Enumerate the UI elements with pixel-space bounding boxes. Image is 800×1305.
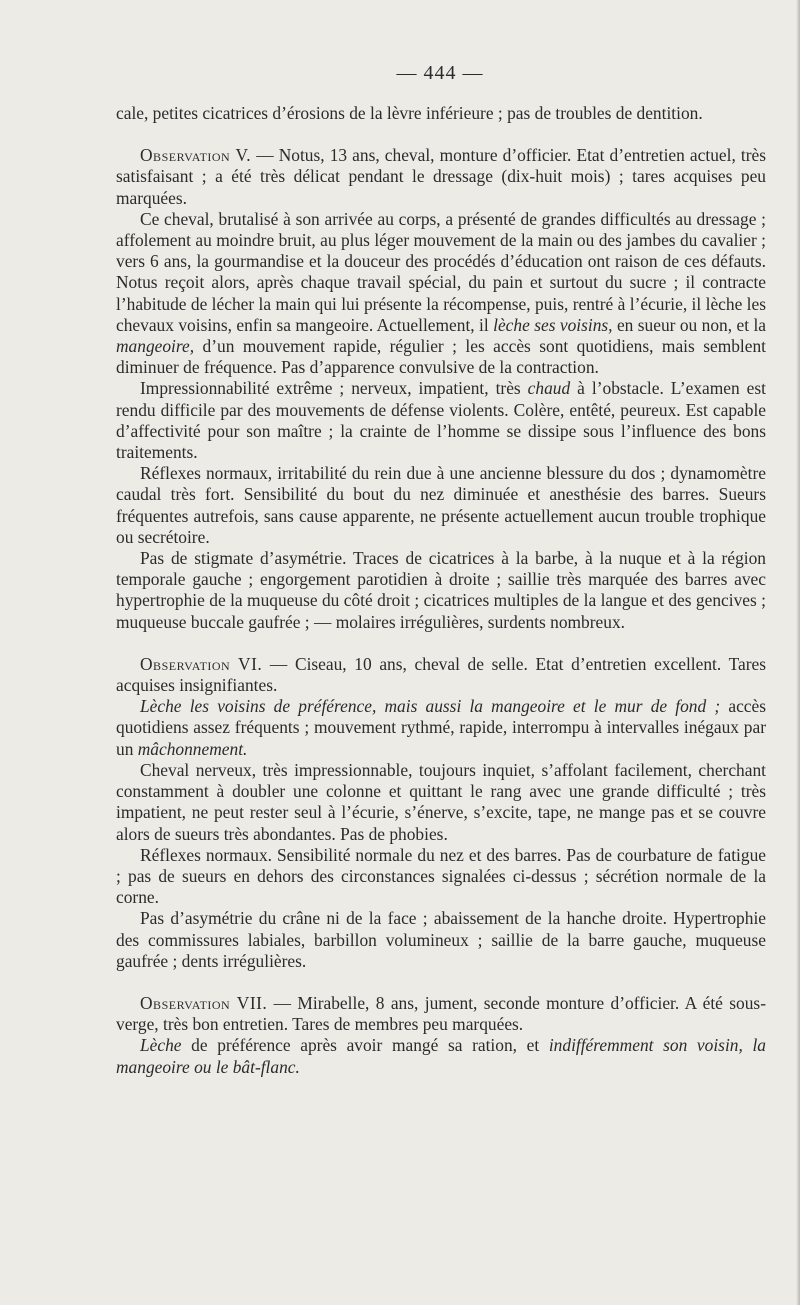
observation-heading: Observation V. — [140, 145, 252, 166]
italic-text: mâchonnement. — [137, 738, 248, 759]
paragraph — [116, 209, 766, 379]
paragraph-text: Réflexes normaux, irritabilité du rein due à une ancienne blessure du dos ; dynamomètre caudal très fort. Sensibilité du bout du nez diminuée et anesthésie des barres. Sueurs fréquentes autrefois, sans cause apparente, ne présente actuellement aucun trouble trophique ou secrétoire. — [116, 463, 766, 547]
paragraph — [116, 845, 766, 909]
paragraph — [116, 696, 766, 760]
paragraph-text: d’un mouvement rapide, régulier ; les accès sont quotidiens, mais semblent diminuer de fréquence. Pas d’apparence convulsive de la contraction. — [116, 336, 766, 378]
paragraph-text: — Notus, 13 ans, cheval, monture d’officier. Etat d’entretien actuel, très satisfaisant ; a été très délicat pendant le dressage (dix-huit mois) ; tares acquises peu marquées. — [116, 145, 766, 208]
observation-vii — [116, 993, 766, 1035]
observation-heading: Observation VII. — [140, 992, 268, 1013]
paragraph-text: Pas de stigmate d’asymétrie. Traces de cicatrices à la barbe, à la nuque et à la région temporale gauche ; engorgement parotidien à droite ; saillie très marquée des barres avec hypertrophie de la muqueuse du côté droit ; cicatrices multiples de la langue et des gencives ; muqueuse buccale gaufrée ; — molaires irrégulières, surdents nombreux. — [116, 548, 766, 632]
paragraph-text: — Ciseau, 10 ans, cheval de selle. Etat d’entretien excellent. Tares acquises insignifiantes. — [116, 653, 766, 696]
paragraph — [116, 760, 766, 845]
italic-text: mangeoire, — [116, 336, 195, 357]
paragraph — [116, 378, 766, 463]
paragraph-text: Ce cheval, brutalisé à son arrivée au corps, a présenté de grandes difficultés au dressage ; affolement au moindre bruit, au plus léger mouvement de la main ou des jambes du cavalier ; vers 6 ans, la gourmandise et la douceur des procédés d’éducation ont raison de ces défauts. Notus reçoit alors, après chaque travail spécial, du pain et surtout du sucre ; il contracte l’habitude de lécher la main qui lui présente la récompense, puis, rentré à l’écurie, il lèche les chevaux voisins, enfin sa mangeoire. Actuellement, il — [116, 208, 766, 335]
observation-vi — [116, 654, 766, 696]
observation-v — [116, 145, 766, 209]
italic-text: Lèche les voisins de préférence, mais aussi la mangeoire et le mur de fond ; — [140, 696, 721, 717]
paragraph-text: — Mirabelle, 8 ans, jument, seconde monture d’officier. A été sous-verge, très bon entretien. Tares de membres peu marquées. — [116, 992, 766, 1035]
italic-text: chaud — [527, 378, 571, 399]
page-edge-shadow — [796, 0, 800, 1305]
paragraph-text: accès quotidiens assez fréquents ; mouvement rythmé, rapide, interrompu à intervalles inégaux par un — [116, 696, 766, 759]
paragraph — [116, 548, 766, 633]
paragraph — [116, 1035, 766, 1077]
paragraph — [116, 463, 766, 548]
paragraph-text: Cheval nerveux, très impressionnable, toujours inquiet, s’affolant facilement, cherchant constamment à doubler une colonne et quittant le rang avec une grande difficulté ; très impatient, ne peut rester seul à l’écurie, s’énerve, s’excite, tape, ne mange pas et se couvre alors de sueurs très abondantes. Pas de phobies. — [116, 759, 766, 844]
paragraph-text: Pas d’asymétrie du crâne ni de la face ; abaissement de la hanche droite. Hypertrophie des commissures labiales, barbillon volumineux ; saillie de la barre gauche, muqueuse gaufrée ; dents irrégulières. — [116, 908, 766, 971]
body-text — [116, 103, 766, 1078]
paragraph-text: de préférence après avoir mangé sa ration, et — [181, 1035, 549, 1056]
paragraph-text: Impressionnabilité extrême ; nerveux, impatient, très — [140, 378, 528, 399]
italic-text: Lèche — [140, 1035, 182, 1056]
paragraph-text: en sueur ou non, et la — [612, 314, 767, 335]
paragraph-text: à l’obstacle. L’examen est rendu difficile par des mouvements de défense violents. Colère, entêté, peureux. Est capable d’affectivité pour son maître ; la crainte de l’homme se dissipe sous l’influence des bons traitements. — [116, 378, 766, 463]
paragraph — [116, 103, 766, 124]
observation-heading: Observation VI. — [140, 653, 263, 674]
paragraph-text: cale, petites cicatrices d’érosions de la lèvre inférieure ; pas de troubles de dentition. — [116, 103, 703, 123]
paragraph-text: Réflexes normaux. Sensibilité normale du nez et des barres. Pas de courbature de fatigue ; pas de sueurs en dehors des circonstances signalées ci-dessus ; sécrétion normale de la corne. — [116, 844, 766, 908]
page-number: — 444 — — [396, 62, 484, 84]
italic-text: lèche ses voisins, — [493, 314, 613, 335]
paragraph — [116, 908, 766, 972]
italic-text: indifféremment son voisin, la mangeoire ou le bât-flanc. — [116, 1035, 766, 1077]
